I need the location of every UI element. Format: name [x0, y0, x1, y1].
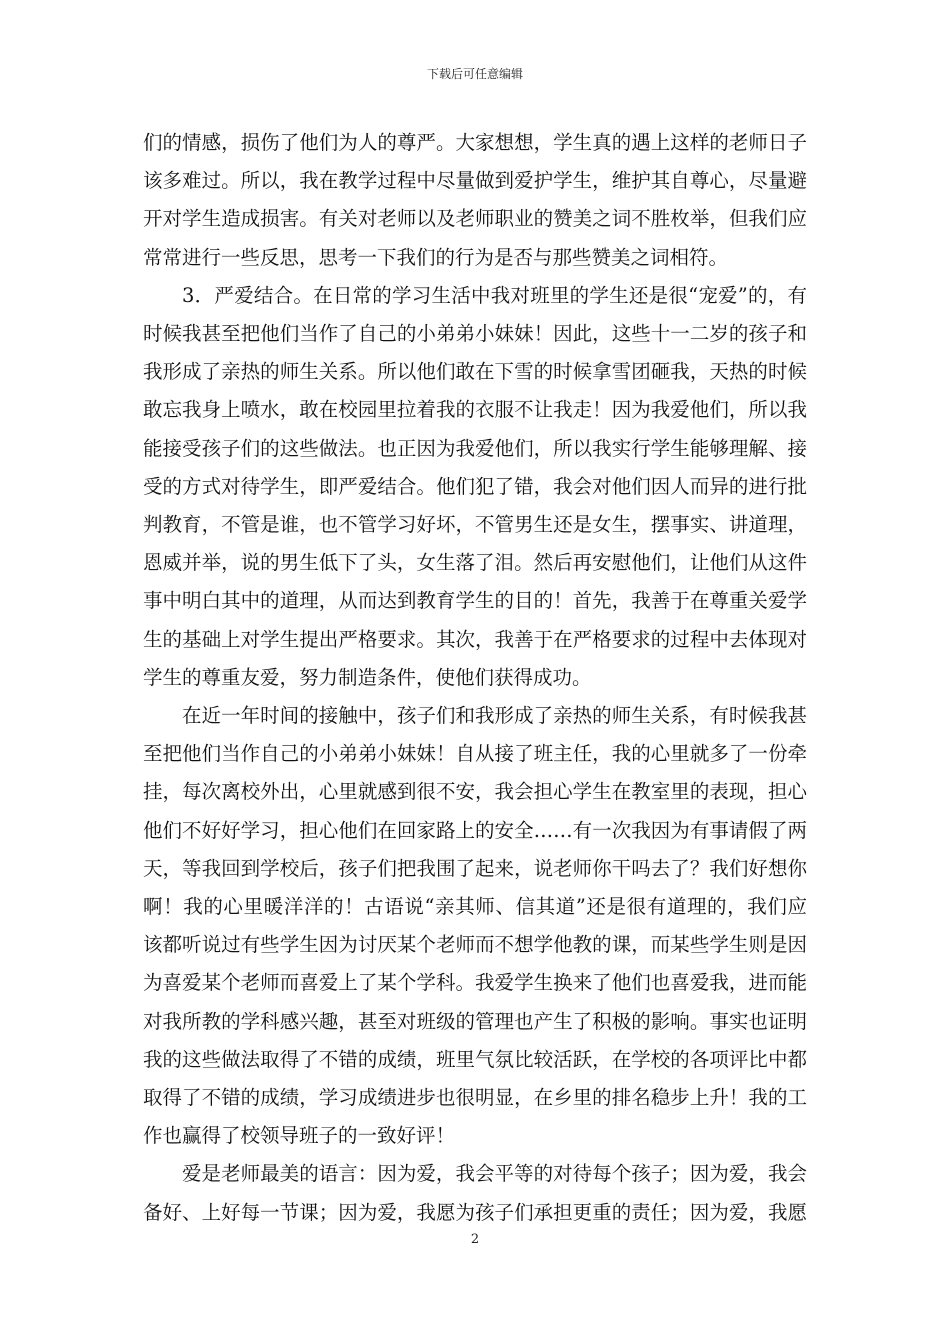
text-line: 至把他们当作自己的小弟弟小妹妹！自从接了班主任，我的心里就多了一份牵 [143, 742, 807, 766]
page-number: 2 [470, 1232, 480, 1247]
text-line: 时候我甚至把他们当作了自己的小弟弟小妹妹！因此，这些十一二岁的孩子和 [143, 322, 807, 346]
text-line: 敢忘我身上喷水，敢在校园里拉着我的衣服不让我走！因为我爱他们，所以我 [143, 398, 807, 422]
text-line: 我的这些做法取得了不错的成绩，班里气氛比较活跃，在学校的各项评比中都 [143, 1047, 807, 1071]
page-header: 下载后可任意编辑 [426, 67, 523, 81]
paragraph [143, 697, 807, 1155]
text-line: 开对学生造成损害。有关对老师以及老师职业的赞美之词不胜枚举，但我们应 [143, 207, 807, 231]
text-line: 备好、上好每一节课；因为爱，我愿为孩子们承担更重的责任；因为爱，我愿 [143, 1200, 807, 1224]
paragraph [143, 1155, 807, 1231]
text-line: 作也赢得了校领导班子的一致好评！ [143, 1124, 456, 1148]
text-line: 该多难过。所以，我在教学过程中尽量做到爱护学生，维护其自尊心，尽量避 [143, 169, 807, 193]
body-text [143, 124, 807, 1232]
text-line: 在近一年时间的接触中，孩子们和我形成了亲热的师生关系，有时候我甚 [182, 704, 807, 728]
text-line: 他们不好好学习，担心他们在回家路上的安全……有一次我因为有事请假了两 [143, 818, 807, 842]
text-line: 爱是老师最美的语言：因为爱，我会平等的对待每个孩子；因为爱，我会 [182, 1162, 807, 1186]
paragraph [143, 124, 807, 277]
text-line: 挂，每次离校外出，心里就感到很不安，我会担心学生在教室里的表现，担心 [143, 780, 807, 804]
text-line: 事中明白其中的道理，从而达到教育学生的目的！首先，我善于在尊重关爱学 [143, 589, 807, 613]
text-line: 恩威并举，说的男生低下了头，女生落了泪。然后再安慰他们，让他们从这件 [143, 551, 807, 575]
text-line: 受的方式对待学生，即严爱结合。他们犯了错，我会对他们因人而异的进行批 [143, 474, 807, 498]
text-line: 为喜爱某个老师而喜爱上了某个学科。我爱学生换来了他们也喜爱我，进而能 [143, 971, 807, 995]
paragraph [143, 277, 807, 697]
text-line: 对我所教的学科感兴趣，甚至对班级的管理也产生了积极的影响。事实也证明 [143, 1009, 807, 1033]
text-line: 能接受孩子们的这些做法。也正因为我爱他们，所以我实行学生能够理解、接 [143, 436, 807, 460]
text-line: 生的基础上对学生提出严格要求。其次，我善于在严格要求的过程中去体现对 [143, 627, 807, 651]
text-line: 我形成了亲热的师生关系。所以他们敢在下雪的时候拿雪团砸我，天热的时候 [143, 360, 807, 384]
text-line: 啊！我的心里暖洋洋的！古语说“亲其师、信其道”还是很有道理的，我们应 [143, 895, 807, 919]
text-line: 取得了不错的成绩，学习成绩进步也很明显，在乡里的排名稳步上升！我的工 [143, 1086, 807, 1110]
text-line: 们的情感，损伤了他们为人的尊严。大家想想，学生真的遇上这样的老师日子 [143, 131, 807, 154]
text-line: 天，等我回到学校后，孩子们把我围了起来，说老师你干吗去了？我们好想你 [143, 856, 807, 880]
text-line: 学生的尊重友爱，努力制造条件，使他们获得成功。 [143, 665, 592, 689]
text-line: 该都听说过有些学生因为讨厌某个老师而不想学他教的课，而某些学生则是因 [143, 933, 807, 957]
text-line: 3．严爱结合。在日常的学习生活中我对班里的学生还是很“宠爱”的，有 [182, 283, 807, 307]
text-line: 常常进行一些反思，思考一下我们的行为是否与那些赞美之词相符。 [143, 245, 729, 269]
text-line: 判教育，不管是谁，也不管学习好坏，不管男生还是女生，摆事实、讲道理， [143, 513, 807, 537]
